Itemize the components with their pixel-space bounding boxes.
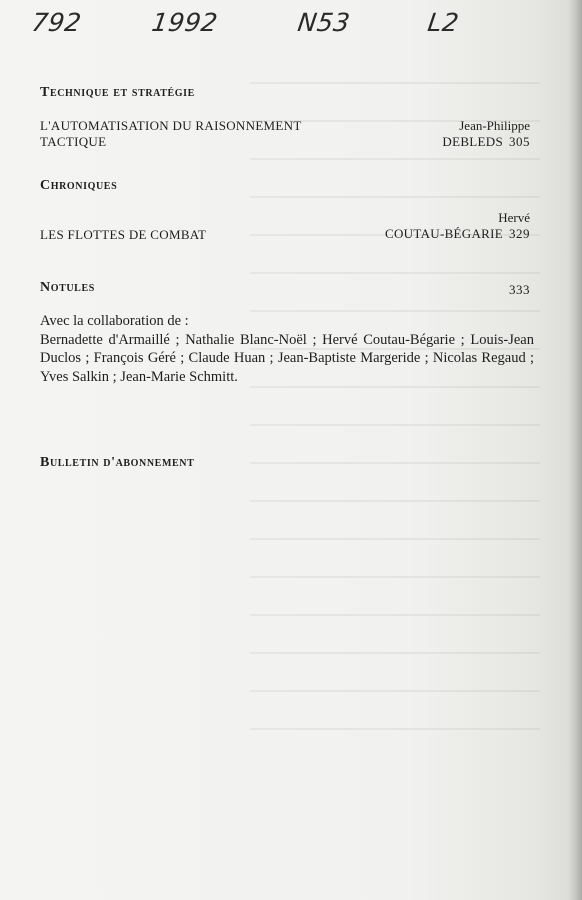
handwritten-note-2: 1992 (149, 8, 220, 37)
page-number: 305 (509, 134, 530, 149)
article-title-line-1: L'AUTOMATISATION DU RAISONNEMENT (40, 118, 302, 133)
handwritten-note-4: L2 (425, 8, 461, 37)
author-first-name: Hervé (498, 210, 530, 225)
notules-page (503, 282, 530, 298)
handwritten-note-3: N53 (295, 8, 353, 37)
collaborators-paragraph (40, 312, 534, 386)
section-title-technique: Technique et stratégie (40, 85, 195, 100)
section-title-chroniques: Chroniques (40, 178, 118, 193)
section-title-notules: Notules (40, 280, 95, 295)
collaborators-list: Bernadette d'Armaillé ; Nathalie Blanc-Noël ; Hervé Coutau-Bégarie ; Louis-Jean Duclos ; François Géré ; Claude Huan ; Jean-Baptiste Margeride ; Nicolas Regaud ; Yves Salkin ; Jean-Marie Schmitt. (40, 331, 534, 385)
article-title-flottes: LES FLOTTES DE COMBAT (40, 227, 207, 242)
page-number: 329 (509, 226, 530, 241)
section-title-bulletin: Bulletin d'abonnement (40, 455, 195, 470)
collaborators-intro: Avec la collaboration de : (40, 313, 189, 329)
page-gutter-shadow (568, 0, 582, 900)
author-coutau-begarie (385, 210, 530, 242)
author-first-name: Jean-Philippe (459, 118, 530, 133)
handwritten-note-1: 792 (29, 8, 84, 37)
bleed-through-shadow (250, 60, 540, 760)
article-title-line-2: TACTIQUE (40, 134, 107, 149)
page-number: 333 (509, 282, 530, 297)
author-debleds (442, 118, 530, 150)
author-last-name: COUTAU-BÉGARIE (385, 226, 503, 241)
author-last-name: DEBLEDS (442, 134, 503, 149)
article-title-automatisation (40, 118, 302, 150)
